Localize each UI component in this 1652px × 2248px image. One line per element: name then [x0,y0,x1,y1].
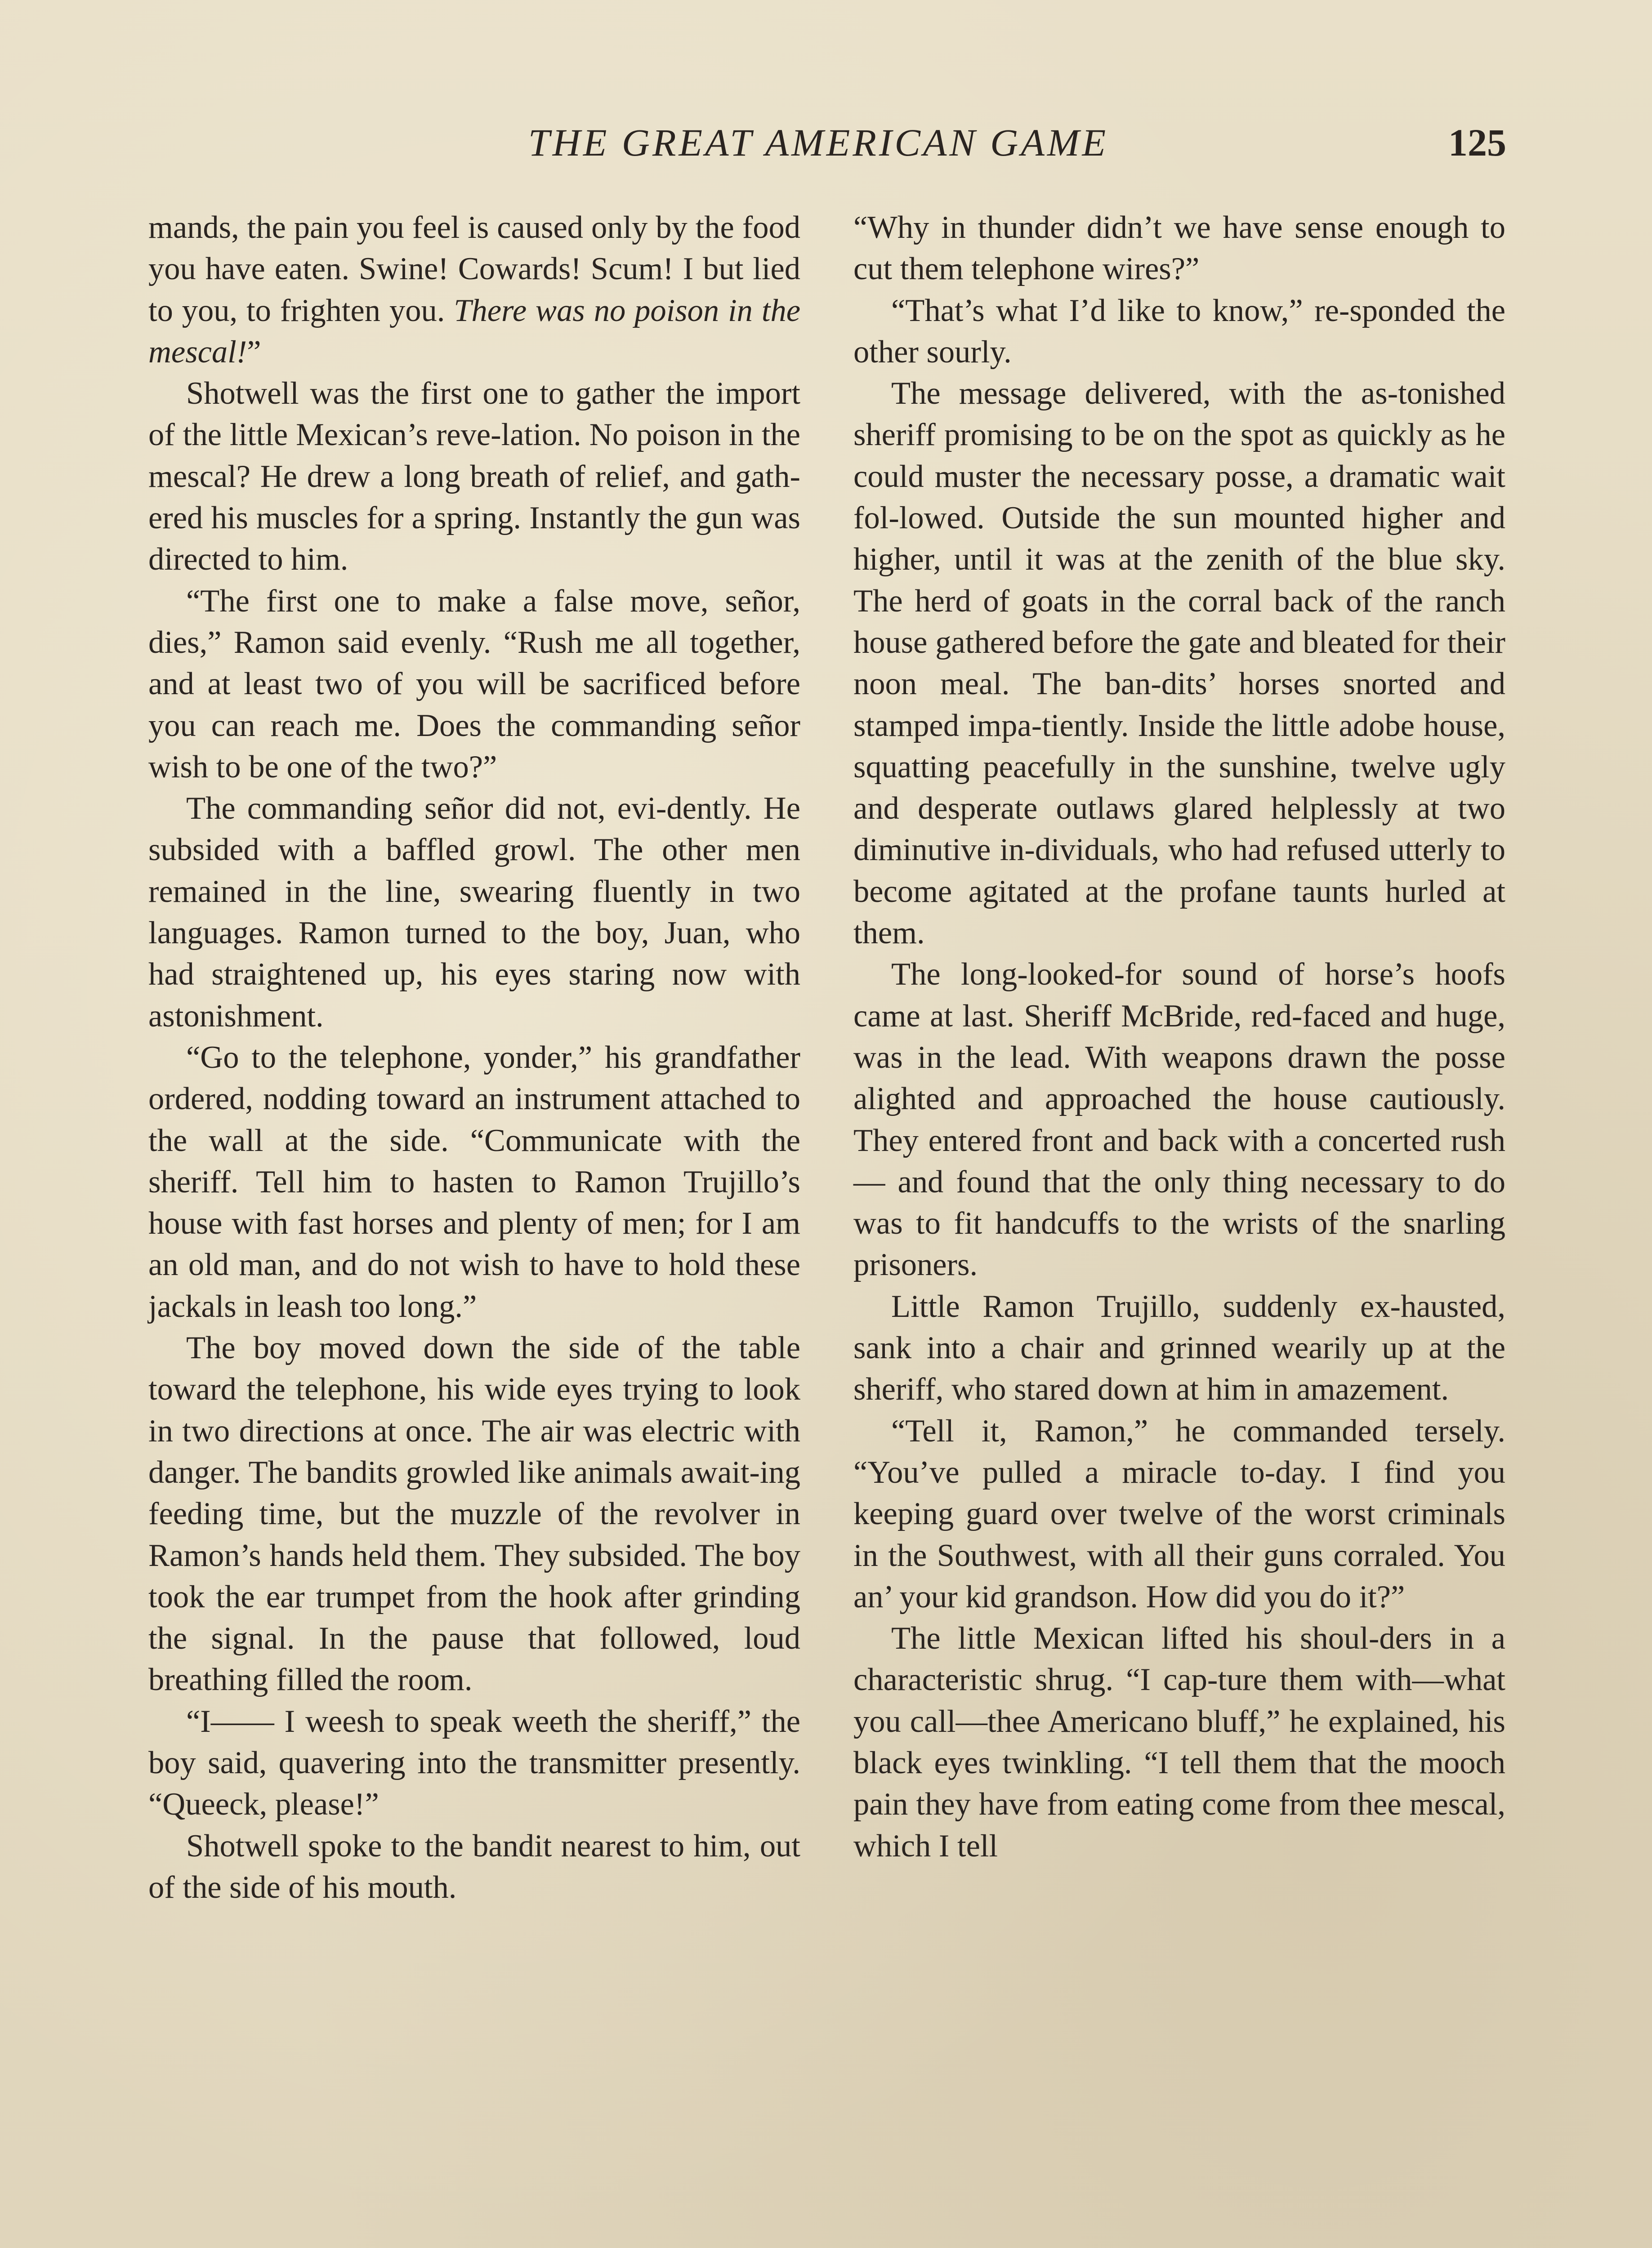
paragraph: Little Ramon Trujillo, suddenly ex-hausted, sank into a chair and grinned wearily up at the sheriff, who stared down at him in amazement. [853,1289,1505,1407]
paragraph [148,207,800,373]
left-column [148,207,800,1908]
running-title: THE GREAT AMERICAN GAME [528,121,1109,164]
paragraph: “I—— I weesh to speak weeth the sheriff,” the boy said, quavering into the transmitter presently. “Queeck, please!” [148,1704,800,1822]
paragraph: “Go to the telephone, yonder,” his grandfather ordered, nodding toward an instrument attached to the wall at the side. “Communicate with the sheriff. Tell him to hasten to Ramon Trujillo’s house with fast horses and plenty of men; for I am an old man, and do not wish to have to hold these jackals in leash too long.” [148,1039,800,1324]
paragraph: The message delivered, with the as-tonished sheriff promising to be on the spot as quickly as he could muster the necessary posse, a dramatic wait fol-lowed. Outside the sun mounted higher and higher, until it was at the zenith of the blue sky. The herd of goats in the corral back of the ranch house gathered before the gate and bleated for their noon meal. The ban-dits’ horses snorted and stamped impa-tiently. Inside the little adobe house, squatting peacefully in the sunshine, twelve ugly and desperate outlaws glared helplessly at two diminutive in-dividuals, who had refused utterly to become agitated at the profane taunts hurled at them. [853,376,1505,951]
page-number: 125 [1448,121,1506,164]
paragraph: “The first one to make a false move, señor, dies,” Ramon said evenly. “Rush me all together, and at least two of you will be sacrificed before you can reach me. Does the commanding señor wish to be one of the two?” [148,583,800,785]
paragraph-lead: mands, the pain you feel is caused only by the food you have eaten. Swine! Cowards! Scum! I but lied to you, to frighten you. [148,210,800,328]
paragraph: “That’s what I’d like to know,” re-sponded the other sourly. [853,293,1505,370]
paragraph-tail: ” [247,334,261,370]
paragraph: Shotwell was the first one to gather the import of the little Mexican’s reve-lation. No poison in the mescal? He drew a long breath of relief, and gath-ered his muscles for a spring. Instantly the gun was directed to him. [148,376,800,577]
paragraph: The boy moved down the side of the table toward the telephone, his wide eyes trying to look in two directions at once. The air was electric with danger. The bandits growled like animals await-ing feeding time, but the muzzle of the revolver in Ramon’s hands held them. They subsided. The boy took the ear trumpet from the hook after grinding the signal. In the pause that followed, loud breathing filled the room. [148,1330,800,1698]
paragraph: Shotwell spoke to the bandit nearest to him, out of the side of his mouth. [148,1828,800,1905]
right-column [853,207,1505,1867]
paragraph: The commanding señor did not, evi-dently. He subsided with a baffled growl. The other men remained in the line, swearing fluently in two languages. Ramon turned to the boy, Juan, who had straightened up, his eyes staring now with astonishment. [148,791,800,1034]
paragraph: “Why in thunder didn’t we have sense enough to cut them telephone wires?” [853,210,1505,287]
paragraph: The long-looked-for sound of horse’s hoofs came at last. Sheriff McBride, red-faced and huge, was in the lead. With weapons drawn the posse alighted and approached the house cautiously. They entered front and back with a concerted rush — and found that the only thing necessary to do was to fit handcuffs to the wrists of the snarling prisoners. [853,957,1505,1283]
running-head [148,118,1506,172]
paragraph: The little Mexican lifted his shoul-ders in a characteristic shrug. “I cap-ture them with—what you call—thee Americano bluff,” he explained, his black eyes twinkling. “I tell them that the mooch pain they have from eating come from thee mescal, which I tell [853,1621,1505,1864]
paragraph: “Tell it, Ramon,” he commanded tersely. “You’ve pulled a miracle to-day. I find you keeping guard over twelve of the worst criminals in the Southwest, with all their guns corraled. You an’ your kid grandson. How did you do it?” [853,1413,1505,1615]
paragraph-italic: There was no poison in the mescal! [148,293,800,370]
